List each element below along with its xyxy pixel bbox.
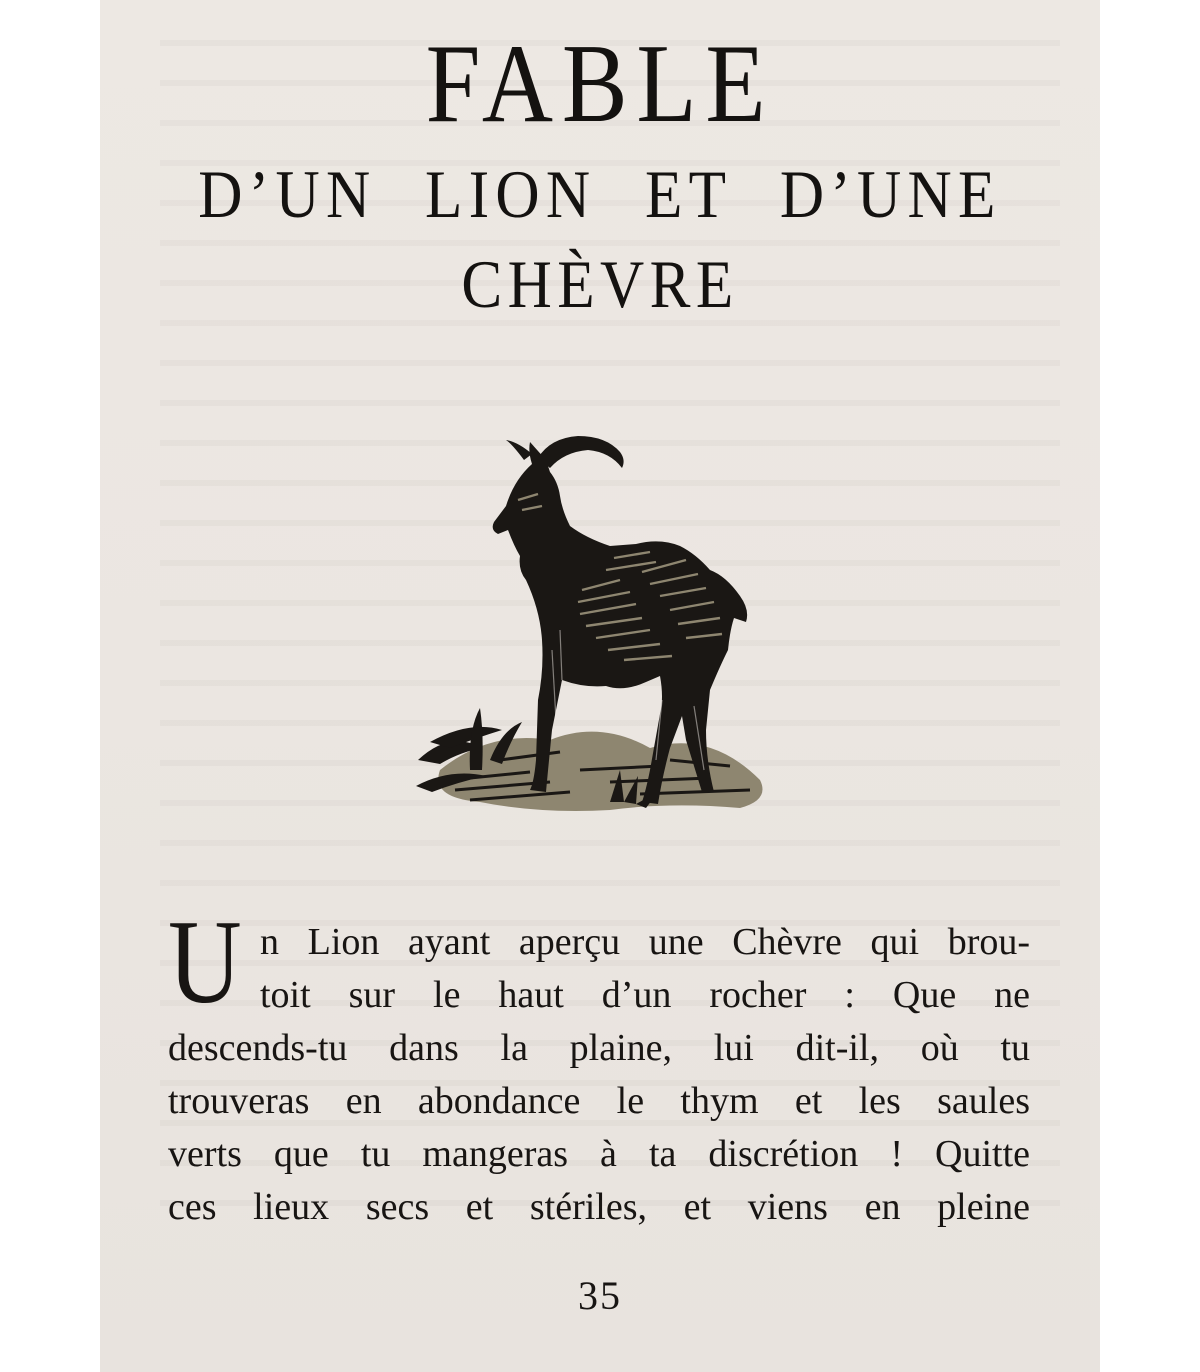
- drop-cap: U: [168, 895, 242, 1028]
- text-line-4: trouveras en abondance le thym et les saules: [168, 1080, 1030, 1122]
- fable-text: [168, 895, 1030, 1234]
- text-line-3: descends-tu dans la plaine, lui dit-il, où tu: [168, 1027, 1030, 1069]
- text-line-2: toit sur le haut d’un rocher : Que ne: [260, 974, 1030, 1016]
- goat-illustration: [410, 430, 780, 830]
- text-line-6: ces lieux secs et stériles, et viens en pleine: [168, 1186, 1030, 1228]
- book-page: [100, 0, 1100, 1372]
- goat-horn: [538, 436, 624, 468]
- fable-subtitle-line-1: D’UN LION ET D’UNE: [198, 156, 1002, 232]
- text-line-5: verts que tu mangeras à ta discrétion ! Quitte: [168, 1133, 1030, 1175]
- fable-title: FABLE: [425, 22, 775, 146]
- fable-subtitle-line-2: CHÈVRE: [461, 246, 739, 322]
- page-number: 35: [578, 1273, 622, 1318]
- goat-ear: [506, 440, 532, 460]
- text-line-1: n Lion ayant aperçu une Chèvre qui brou-: [260, 921, 1030, 963]
